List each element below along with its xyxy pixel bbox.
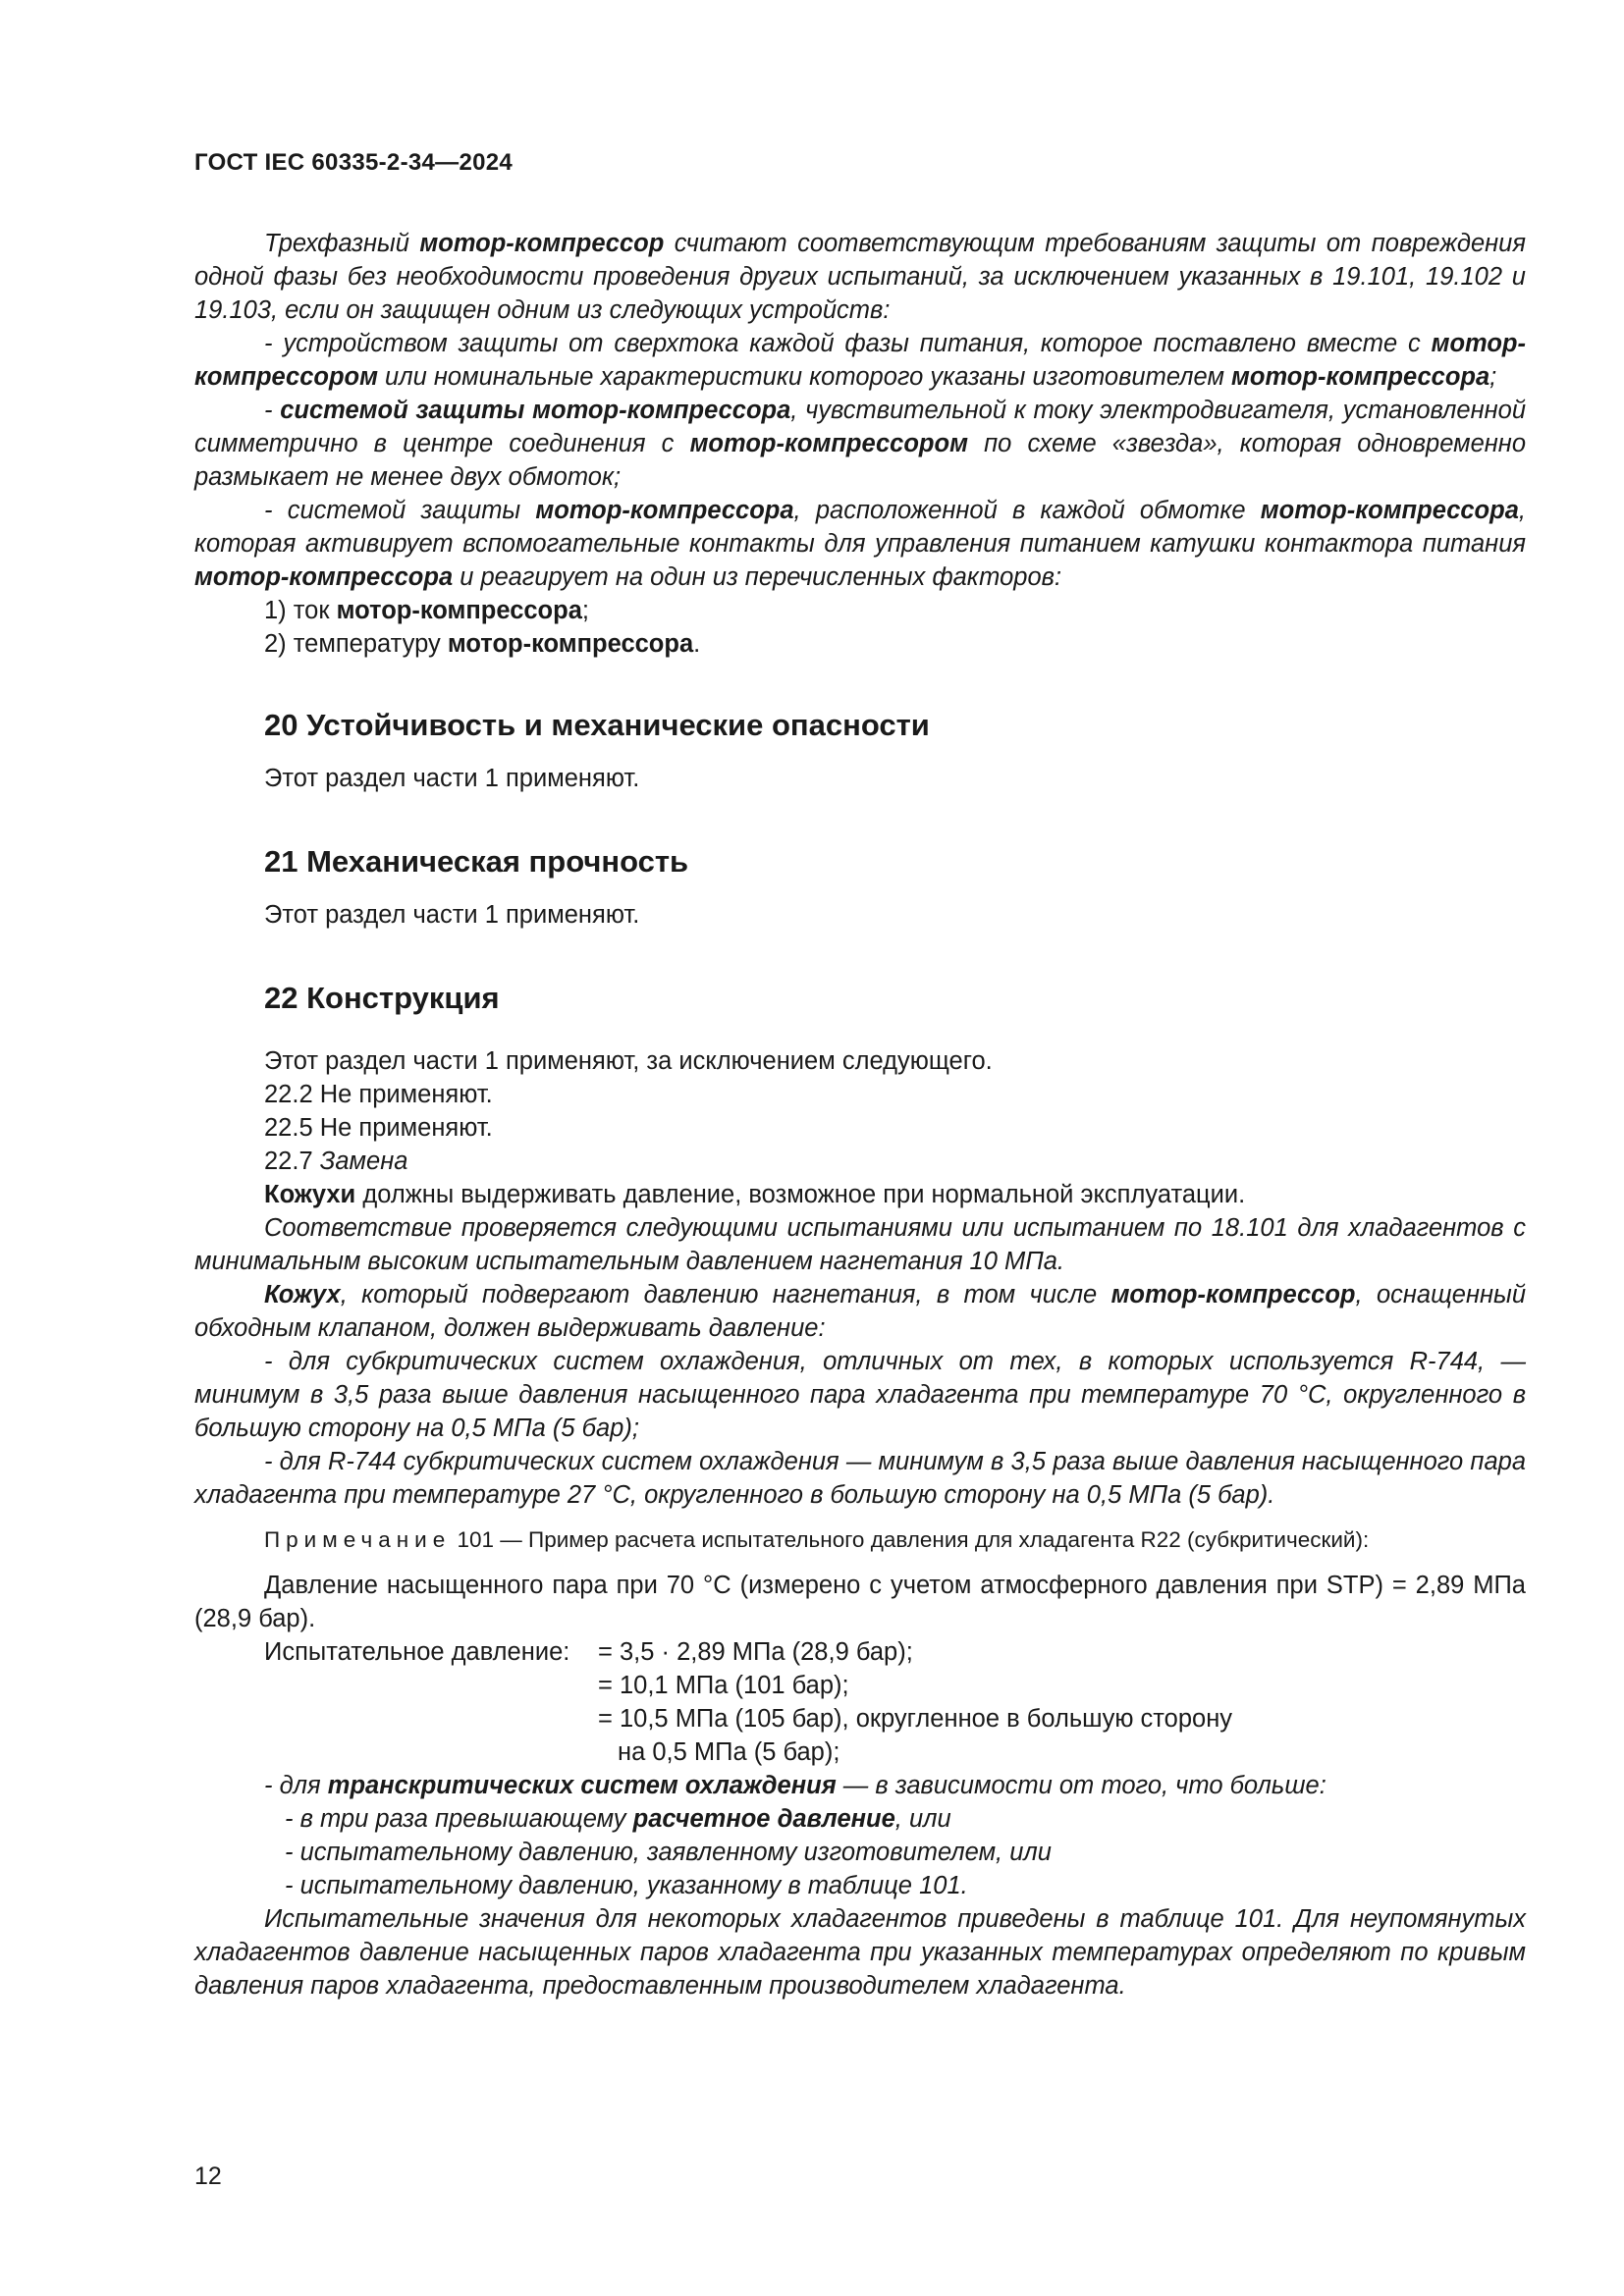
transcritical-sub-2: - испытательному давлению, заявленному изготовителем, или <box>285 1839 1052 1866</box>
text-span: или номинальные характеристики которого указаны изготовителем <box>377 363 1232 391</box>
term-bold: системой защиты мотор-компрессора <box>280 397 791 424</box>
section-20-text: Этот раздел части 1 применяют. <box>264 765 640 792</box>
section-21-text: Этот раздел части 1 применяют. <box>264 901 640 929</box>
text-span: и реагирует на один из перечисленных факторов: <box>453 563 1062 591</box>
calc-value: = 10,5 МПа (105 бар), округленное в большую сторону <box>598 1705 1233 1733</box>
calc-row-3 <box>194 1702 1526 1735</box>
page-number: 12 <box>194 2163 222 2190</box>
note-label: Примечание <box>264 1527 452 1552</box>
text-span: , чувствительной к току электродвигателя, установленной симметрично в центре соединения с <box>194 397 1527 457</box>
text-span: . <box>693 630 701 658</box>
factor-item-2 <box>194 627 1526 661</box>
text-span: ; <box>1489 363 1497 391</box>
note-101 <box>194 1525 1526 1555</box>
text-span: - для <box>264 1772 328 1799</box>
text-span: , который подвергают давлению нагнетания, в том числе <box>340 1281 1111 1308</box>
section-21-heading: 21 Механическая прочность <box>264 844 689 879</box>
r744-item: - для R-744 субкритических систем охлаждения — минимум в 3,5 раза выше давления насыщенного пара хладагента при температуре 27 °С, округленного в большую сторону на 0,5 МПа (5 бар). <box>194 1448 1526 1509</box>
term-bold: Кожух <box>264 1281 341 1308</box>
term-bold: мотор-компрессор <box>1110 1281 1356 1308</box>
subcritical-item: - для субкритических систем охлаждения, отличных от тех, в которых используется R-744, — минимум в 3,5 раза выше давления насыщенного пара хладагента при температуре 70 °С, округленного в большую сторону на 0,5 МПа (5 бар); <box>194 1348 1526 1442</box>
clause-22-7 <box>194 1145 1526 1178</box>
text-span: , которая активирует вспомогательные контакты для управления питанием катушки контактора питания <box>194 497 1526 558</box>
final-paragraph: Испытательные значения для некоторых хладагентов приведены в таблице 101. Для неупомянутых хладагентов давление насыщенных паров хладагента при указанных температурах определяют по кривым давления паров хладагента, предоставленным производителем хладагента. <box>194 1905 1526 2000</box>
text-span: ; <box>581 597 589 624</box>
term-bold: мотор-компрессора <box>1231 363 1490 391</box>
calc-value: = 3,5 · 2,89 МПа (28,9 бар); <box>598 1638 913 1666</box>
term-bold: мотор-компрессором <box>689 430 968 457</box>
term-bold: мотор-компрессора <box>194 563 454 591</box>
clause-22-2: 22.2 Не применяют. <box>264 1081 493 1108</box>
term-bold: мотор-компрессора <box>447 630 694 658</box>
term-bold: мотор-компрессора <box>535 497 794 524</box>
text-span: считают соответствующим требованиям защиты от повреждения одной фазы без необходимости проведения других испытаний, за исключением указанных в 19.101, 19.102 и 19.103, если он защищен одним из следующих устройств: <box>194 230 1526 324</box>
text-span: , или <box>894 1805 951 1833</box>
text-span: — в зависимости от того, что больше: <box>836 1772 1326 1799</box>
term-bold: расчетное давление <box>632 1805 895 1833</box>
term-bold: мотор-компрессора <box>336 597 582 624</box>
text-span: по схеме «звезда», которая одновременно размыкает не менее двух обмоток; <box>194 430 1527 491</box>
compliance-paragraph: Соответствие проверяется следующими испытаниями или испытанием по 18.101 для хладагентов с минимальным высоким испытательным давлением нагнетания 10 МПа. <box>194 1214 1526 1275</box>
text-span: , расположенной в каждой обмотке <box>793 497 1261 524</box>
term-bold: транскритических систем охлаждения <box>327 1772 837 1799</box>
page-body <box>194 227 1526 2002</box>
calc-row-1 <box>194 1635 1526 1669</box>
term-bold: мотор-компрессор <box>419 230 665 257</box>
term-bold: мотор-компрессором <box>194 330 1526 391</box>
calc-paragraph: Давление насыщенного пара при 70 °С (измерено с учетом атмосферного давления при STP) = 2,89 МПа (28,9 бар). <box>194 1572 1526 1632</box>
calc-row-2 <box>194 1669 1526 1702</box>
calc-row-4 <box>194 1735 1526 1769</box>
clause-number: 22.7 <box>264 1148 320 1175</box>
text-span: - устройством защиты от сверхтока каждой фазы питания, которое поставлено вместе с <box>264 330 1432 357</box>
enclosure-requirement <box>194 1178 1526 1211</box>
section-20-heading: 20 Устойчивость и механические опасности <box>264 708 930 742</box>
section-22-intro: Этот раздел части 1 применяют, за исключением следующего. <box>264 1047 993 1075</box>
calc-value: на 0,5 МПа (5 бар); <box>618 1738 840 1766</box>
text-span: - в три раза превышающему <box>285 1805 633 1833</box>
transcritical-sub-3: - испытательному давлению, указанному в таблице 101. <box>285 1872 968 1899</box>
transcritical-item <box>194 1769 1526 1802</box>
text-span: Трехфазный <box>264 230 420 257</box>
transcritical-sub-1 <box>194 1802 1526 1836</box>
factor-item-1 <box>194 594 1526 627</box>
text-span: 1) ток <box>264 597 337 624</box>
term-bold: мотор-компрессора <box>1260 497 1519 524</box>
device-item-1 <box>194 327 1526 394</box>
note-text: 101 — Пример расчета испытательного давления для хладагента R22 (субкритический): <box>451 1527 1370 1552</box>
device-item-2 <box>194 394 1526 494</box>
text-span: - системой защиты <box>264 497 536 524</box>
text-span: должны выдерживать давление, возможное при нормальной эксплуатации. <box>355 1181 1246 1208</box>
intro-paragraph <box>194 227 1526 327</box>
calc-value: = 10,1 МПа (101 бар); <box>598 1672 849 1699</box>
clause-title: Замена <box>319 1148 408 1175</box>
section-22-heading: 22 Конструкция <box>264 981 500 1015</box>
document-header: ГОСТ IEC 60335-2-34—2024 <box>194 149 514 176</box>
clause-22-5: 22.5 Не применяют. <box>264 1114 493 1142</box>
device-item-3 <box>194 494 1526 594</box>
term-bold: Кожухи <box>264 1181 356 1208</box>
text-span: , оснащенный обходным клапаном, должен выдерживать давление: <box>194 1281 1526 1342</box>
enclosure-pressure-paragraph <box>194 1278 1526 1345</box>
text-span: 2) температуру <box>264 630 448 658</box>
text-span: - <box>264 397 281 424</box>
calc-label: Испытательное давление: <box>264 1638 570 1666</box>
